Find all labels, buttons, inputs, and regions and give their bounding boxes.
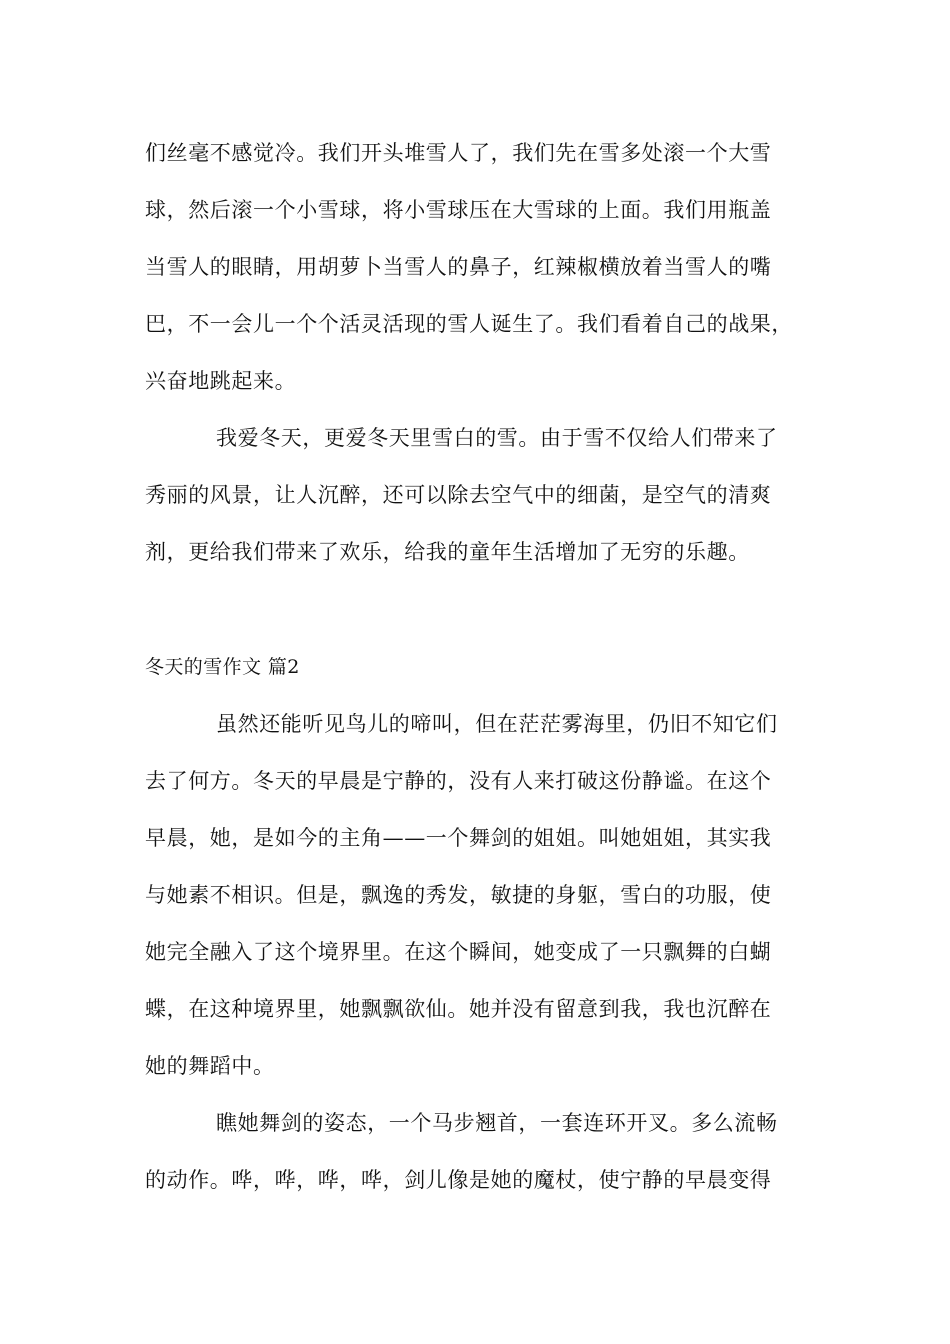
text-line: 早晨，她，是如今的主角——一个舞剑的姐姐。叫她姐姐，其实我 (145, 826, 772, 850)
text-line: 她的舞蹈中。 (145, 1054, 275, 1078)
text-line: 虽然还能听见鸟儿的啼叫，但在茫茫雾海里，仍旧不知它们 (216, 712, 778, 736)
text-line: 秀丽的风景，让人沉醉，还可以除去空气中的细菌，是空气的清爽 (145, 483, 772, 507)
text-line: 的动作。哗，哗，哗，哗，剑儿像是她的魔杖，使宁静的早晨变得 (145, 1168, 772, 1192)
text-line: 当雪人的眼睛，用胡萝卜当雪人的鼻子，红辣椒横放着当雪人的嘴 (145, 255, 772, 279)
text-line: 剂，更给我们带来了欢乐，给我的童年生活增加了无穷的乐趣。 (145, 540, 750, 564)
text-line: 去了何方。冬天的早晨是宁静的，没有人来打破这份静谧。在这个 (145, 769, 772, 793)
text-line: 她完全融入了这个境界里。在这个瞬间，她变成了一只飘舞的白蝴 (145, 940, 772, 964)
text-line: 球，然后滚一个小雪球，将小雪球压在大雪球的上面。我们用瓶盖 (145, 198, 772, 222)
text-line: 我爱冬天，更爱冬天里雪白的雪。由于雪不仅给人们带来了 (216, 426, 778, 450)
section-heading: 冬天的雪作文 篇2 (145, 656, 300, 678)
text-line: 与她素不相识。但是，飘逸的秀发，敏捷的身躯，雪白的功服，使 (145, 883, 772, 907)
text-line: 蝶，在这种境界里，她飘飘欲仙。她并没有留意到我，我也沉醉在 (145, 997, 772, 1021)
text-line: 兴奋地跳起来。 (145, 369, 297, 393)
text-line: 瞧她舞剑的姿态，一个马步翘首，一套连环开叉。多么流畅 (216, 1111, 778, 1135)
text-line: 们丝毫不感觉冷。我们开头堆雪人了，我们先在雪多处滚一个大雪 (145, 141, 772, 165)
text-line: 巴，不一会儿一个个活灵活现的雪人诞生了。我们看着自己的战果， (145, 312, 793, 336)
